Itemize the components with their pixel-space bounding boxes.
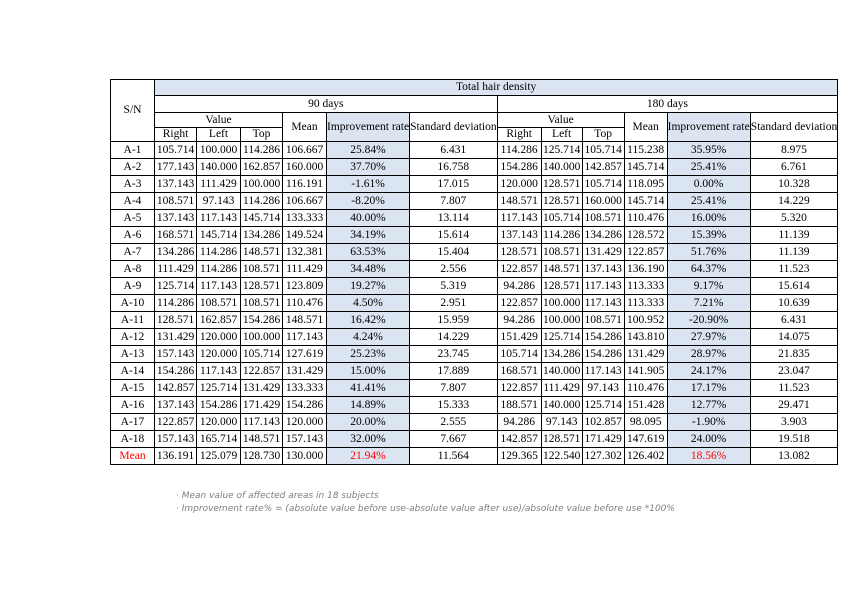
d180-mean-cell: 113.333: [624, 295, 667, 312]
sn-cell: A-15: [111, 380, 155, 397]
d180-mean-cell: 136.190: [624, 261, 667, 278]
d180-top-cell: 117.143: [582, 278, 624, 295]
table-row: [111, 346, 838, 363]
d90-mean-cell: 132.381: [283, 244, 327, 261]
d90-mean-cell: 149.524: [283, 227, 327, 244]
d180-improvement-rate-cell: 24.00%: [667, 431, 750, 448]
d180-std-dev-cell: 11.139: [750, 227, 838, 244]
footnotes: [176, 490, 675, 516]
table-body: [111, 142, 838, 465]
sn-cell: A-12: [111, 329, 155, 346]
table-row: [111, 210, 838, 227]
sn-cell: A-17: [111, 414, 155, 431]
d180-right-cell: 137.143: [497, 227, 541, 244]
d180-left-cell: 100.000: [541, 312, 582, 329]
d90-right-cell: 108.571: [155, 193, 197, 210]
d180-improvement-rate-cell: 18.56%: [667, 448, 750, 465]
d180-left-cell: 108.571: [541, 244, 582, 261]
d180-right-cell: 168.571: [497, 363, 541, 380]
d180-mean-cell: 110.476: [624, 210, 667, 227]
d180-mean-cell: 100.952: [624, 312, 667, 329]
d90-top-cell: 122.857: [241, 363, 283, 380]
d180-improvement-rate-cell: 25.41%: [667, 159, 750, 176]
d180-improvement-rate-cell: 25.41%: [667, 193, 750, 210]
d180-right-cell: 151.429: [497, 329, 541, 346]
d90-std-dev-cell: 23.745: [410, 346, 498, 363]
d180-top-cell: 154.286: [582, 329, 624, 346]
mean-header-90: Mean: [283, 113, 327, 142]
d90-top-cell: 148.571: [241, 244, 283, 261]
table-row: [111, 295, 838, 312]
d90-top-cell: 108.571: [241, 261, 283, 278]
d90-improvement-rate-cell: 4.24%: [327, 329, 410, 346]
d90-left-cell: 165.714: [197, 431, 241, 448]
d180-top-cell: 171.429: [582, 431, 624, 448]
d180-right-cell: 128.571: [497, 244, 541, 261]
d90-improvement-rate-cell: -1.61%: [327, 176, 410, 193]
d180-improvement-rate-cell: 0.00%: [667, 176, 750, 193]
d180-right-cell: 114.286: [497, 142, 541, 159]
d180-mean-cell: 145.714: [624, 193, 667, 210]
d180-std-dev-cell: 10.639: [750, 295, 838, 312]
d180-std-dev-cell: 14.075: [750, 329, 838, 346]
d180-left-cell: 134.286: [541, 346, 582, 363]
value-header-180: Value: [497, 113, 624, 128]
table-title: Total hair density: [155, 80, 838, 96]
sn-cell: Mean: [111, 448, 155, 465]
d180-top-cell: 142.857: [582, 159, 624, 176]
d90-std-dev-cell: 15.614: [410, 227, 498, 244]
sn-cell: A-13: [111, 346, 155, 363]
d90-left-cell: 97.143: [197, 193, 241, 210]
d90-left-cell: 100.000: [197, 142, 241, 159]
d180-improvement-rate-cell: 16.00%: [667, 210, 750, 227]
d90-improvement-rate-cell: 15.00%: [327, 363, 410, 380]
table-row: [111, 176, 838, 193]
d180-top-cell: 137.143: [582, 261, 624, 278]
d90-right-cell: 131.429: [155, 329, 197, 346]
d90-left-cell: 145.714: [197, 227, 241, 244]
d180-left-cell: 97.143: [541, 414, 582, 431]
d90-left-cell: 120.000: [197, 346, 241, 363]
d90-left-cell: 125.714: [197, 380, 241, 397]
table-row: [111, 227, 838, 244]
d90-right-cell: 154.286: [155, 363, 197, 380]
d180-left-cell: 100.000: [541, 295, 582, 312]
d90-std-dev-cell: 14.229: [410, 329, 498, 346]
sn-header: S/N: [111, 80, 155, 142]
d90-left-cell: 117.143: [197, 210, 241, 227]
d180-improvement-rate-cell: 28.97%: [667, 346, 750, 363]
d180-right-cell: 94.286: [497, 414, 541, 431]
sn-cell: A-10: [111, 295, 155, 312]
d180-left-cell: 111.429: [541, 380, 582, 397]
d180-right-cell: 105.714: [497, 346, 541, 363]
d180-improvement-rate-cell: -1.90%: [667, 414, 750, 431]
d180-std-dev-cell: 29.471: [750, 397, 838, 414]
d90-right-cell: 125.714: [155, 278, 197, 295]
d90-improvement-rate-cell: 25.23%: [327, 346, 410, 363]
d90-improvement-rate-cell: -8.20%: [327, 193, 410, 210]
d180-std-dev-cell: 11.139: [750, 244, 838, 261]
d180-right-cell: 129.365: [497, 448, 541, 465]
d90-mean-cell: 116.191: [283, 176, 327, 193]
d90-left-cell: 120.000: [197, 414, 241, 431]
d180-right-cell: 94.286: [497, 312, 541, 329]
d180-top-cell: 131.429: [582, 244, 624, 261]
d180-top-cell: 105.714: [582, 176, 624, 193]
d180-std-dev-cell: 3.903: [750, 414, 838, 431]
d90-left-cell: 162.857: [197, 312, 241, 329]
table-container: [110, 79, 838, 465]
d90-std-dev-cell: 7.807: [410, 380, 498, 397]
d90-std-dev-cell: 17.889: [410, 363, 498, 380]
d180-improvement-rate-cell: -20.90%: [667, 312, 750, 329]
d90-std-dev-cell: 15.333: [410, 397, 498, 414]
d180-left-cell: 128.571: [541, 431, 582, 448]
d90-right-cell: 136.191: [155, 448, 197, 465]
d180-mean-cell: 113.333: [624, 278, 667, 295]
d90-top-cell: 128.571: [241, 278, 283, 295]
d90-top-cell: 108.571: [241, 295, 283, 312]
d180-std-dev-cell: 6.431: [750, 312, 838, 329]
d90-mean-cell: 110.476: [283, 295, 327, 312]
period-180-header: 180 days: [497, 96, 838, 113]
sn-cell: A-16: [111, 397, 155, 414]
d90-mean-cell: 133.333: [283, 210, 327, 227]
d90-improvement-rate-cell: 41.41%: [327, 380, 410, 397]
sn-cell: A-11: [111, 312, 155, 329]
left-header-180: Left: [541, 128, 582, 142]
d180-mean-cell: 115.238: [624, 142, 667, 159]
d180-right-cell: 154.286: [497, 159, 541, 176]
d90-top-cell: 162.857: [241, 159, 283, 176]
d90-improvement-rate-cell: 37.70%: [327, 159, 410, 176]
d90-mean-cell: 130.000: [283, 448, 327, 465]
d90-improvement-rate-cell: 40.00%: [327, 210, 410, 227]
table-row: [111, 380, 838, 397]
d90-right-cell: 122.857: [155, 414, 197, 431]
d180-std-dev-cell: 10.328: [750, 176, 838, 193]
d90-mean-cell: 120.000: [283, 414, 327, 431]
sn-cell: A-3: [111, 176, 155, 193]
d180-left-cell: 140.000: [541, 397, 582, 414]
value-header-90: Value: [155, 113, 283, 128]
d180-mean-cell: 122.857: [624, 244, 667, 261]
d90-improvement-rate-cell: 16.42%: [327, 312, 410, 329]
d180-left-cell: 125.714: [541, 142, 582, 159]
d90-mean-cell: 154.286: [283, 397, 327, 414]
std-header-180: Standard deviation: [750, 113, 838, 142]
table-row: [111, 278, 838, 295]
d180-improvement-rate-cell: 51.76%: [667, 244, 750, 261]
right-header-180: Right: [497, 128, 541, 142]
d90-mean-cell: 106.667: [283, 142, 327, 159]
d90-improvement-rate-cell: 21.94%: [327, 448, 410, 465]
d180-top-cell: 102.857: [582, 414, 624, 431]
d90-left-cell: 154.286: [197, 397, 241, 414]
d180-top-cell: 125.714: [582, 397, 624, 414]
d90-top-cell: 131.429: [241, 380, 283, 397]
d90-top-cell: 145.714: [241, 210, 283, 227]
d90-left-cell: 114.286: [197, 261, 241, 278]
d180-std-dev-cell: 11.523: [750, 380, 838, 397]
d180-std-dev-cell: 21.835: [750, 346, 838, 363]
d180-top-cell: 117.143: [582, 295, 624, 312]
d90-right-cell: 168.571: [155, 227, 197, 244]
d180-std-dev-cell: 14.229: [750, 193, 838, 210]
d90-right-cell: 157.143: [155, 346, 197, 363]
d90-std-dev-cell: 15.959: [410, 312, 498, 329]
d180-mean-cell: 151.428: [624, 397, 667, 414]
d90-improvement-rate-cell: 32.00%: [327, 431, 410, 448]
d90-std-dev-cell: 16.758: [410, 159, 498, 176]
d180-mean-cell: 145.714: [624, 159, 667, 176]
hair-density-table: [110, 79, 838, 465]
d90-mean-cell: 111.429: [283, 261, 327, 278]
d90-mean-cell: 127.619: [283, 346, 327, 363]
std-header-90: Standard deviation: [410, 113, 498, 142]
d180-std-dev-cell: 23.047: [750, 363, 838, 380]
d90-top-cell: 171.429: [241, 397, 283, 414]
d90-left-cell: 117.143: [197, 278, 241, 295]
d180-improvement-rate-cell: 7.21%: [667, 295, 750, 312]
d90-right-cell: 105.714: [155, 142, 197, 159]
d180-right-cell: 94.286: [497, 278, 541, 295]
d180-left-cell: 128.571: [541, 193, 582, 210]
sn-cell: A-6: [111, 227, 155, 244]
d90-std-dev-cell: 17.015: [410, 176, 498, 193]
d180-left-cell: 128.571: [541, 176, 582, 193]
d180-left-cell: 125.714: [541, 329, 582, 346]
d90-top-cell: 128.730: [241, 448, 283, 465]
d90-right-cell: 177.143: [155, 159, 197, 176]
d180-mean-cell: 128.572: [624, 227, 667, 244]
table-row: [111, 159, 838, 176]
sn-cell: A-18: [111, 431, 155, 448]
d90-right-cell: 157.143: [155, 431, 197, 448]
d90-left-cell: 125.079: [197, 448, 241, 465]
d90-improvement-rate-cell: 14.89%: [327, 397, 410, 414]
d90-mean-cell: 133.333: [283, 380, 327, 397]
d90-improvement-rate-cell: 4.50%: [327, 295, 410, 312]
d90-right-cell: 137.143: [155, 397, 197, 414]
d180-right-cell: 120.000: [497, 176, 541, 193]
d180-top-cell: 108.571: [582, 312, 624, 329]
table-row: [111, 193, 838, 210]
table-row: [111, 329, 838, 346]
d180-top-cell: 160.000: [582, 193, 624, 210]
top-header-180: Top: [582, 128, 624, 142]
d180-top-cell: 105.714: [582, 142, 624, 159]
d90-std-dev-cell: 2.951: [410, 295, 498, 312]
table-row: [111, 414, 838, 431]
d90-mean-cell: 157.143: [283, 431, 327, 448]
d90-mean-cell: 123.809: [283, 278, 327, 295]
table-row: [111, 244, 838, 261]
d90-left-cell: 117.143: [197, 363, 241, 380]
d90-improvement-rate-cell: 20.00%: [327, 414, 410, 431]
d180-improvement-rate-cell: 24.17%: [667, 363, 750, 380]
table-row: [111, 431, 838, 448]
d90-right-cell: 137.143: [155, 176, 197, 193]
d90-left-cell: 111.429: [197, 176, 241, 193]
d90-improvement-rate-cell: 34.19%: [327, 227, 410, 244]
sn-cell: A-8: [111, 261, 155, 278]
footnote-mean: · Mean value of affected areas in 18 subjects: [176, 491, 379, 501]
d90-right-cell: 114.286: [155, 295, 197, 312]
table-row: [111, 363, 838, 380]
d180-mean-cell: 147.619: [624, 431, 667, 448]
d90-std-dev-cell: 11.564: [410, 448, 498, 465]
d90-top-cell: 114.286: [241, 193, 283, 210]
d180-right-cell: 117.143: [497, 210, 541, 227]
sn-cell: A-2: [111, 159, 155, 176]
d180-improvement-rate-cell: 9.17%: [667, 278, 750, 295]
d180-top-cell: 134.286: [582, 227, 624, 244]
d180-improvement-rate-cell: 17.17%: [667, 380, 750, 397]
d90-std-dev-cell: 2.555: [410, 414, 498, 431]
table-row: [111, 261, 838, 278]
sn-cell: A-1: [111, 142, 155, 159]
mean-header-180: Mean: [624, 113, 667, 142]
d90-std-dev-cell: 2.556: [410, 261, 498, 278]
d90-mean-cell: 106.667: [283, 193, 327, 210]
footnote-improvement-rate: · Improvement rate% = (absolute value before use-absolute value after use)/absolute value before use *100%: [176, 504, 675, 514]
sn-cell: A-14: [111, 363, 155, 380]
d90-improvement-rate-cell: 63.53%: [327, 244, 410, 261]
sn-cell: A-7: [111, 244, 155, 261]
d180-improvement-rate-cell: 27.97%: [667, 329, 750, 346]
d180-std-dev-cell: 13.082: [750, 448, 838, 465]
d90-mean-cell: 160.000: [283, 159, 327, 176]
d180-std-dev-cell: 11.523: [750, 261, 838, 278]
d90-mean-cell: 117.143: [283, 329, 327, 346]
mean-row: [111, 448, 838, 465]
improvement-header-180: Improvement rate: [667, 113, 750, 142]
d180-improvement-rate-cell: 12.77%: [667, 397, 750, 414]
d180-mean-cell: 126.402: [624, 448, 667, 465]
table-row: [111, 397, 838, 414]
d90-right-cell: 137.143: [155, 210, 197, 227]
d180-improvement-rate-cell: 35.95%: [667, 142, 750, 159]
d180-left-cell: 148.571: [541, 261, 582, 278]
d90-mean-cell: 131.429: [283, 363, 327, 380]
d180-mean-cell: 118.095: [624, 176, 667, 193]
d180-left-cell: 114.286: [541, 227, 582, 244]
d180-mean-cell: 131.429: [624, 346, 667, 363]
d90-std-dev-cell: 6.431: [410, 142, 498, 159]
d180-mean-cell: 110.476: [624, 380, 667, 397]
d180-std-dev-cell: 6.761: [750, 159, 838, 176]
d90-top-cell: 154.286: [241, 312, 283, 329]
d180-right-cell: 122.857: [497, 295, 541, 312]
top-header-90: Top: [241, 128, 283, 142]
d90-left-cell: 108.571: [197, 295, 241, 312]
d180-mean-cell: 141.905: [624, 363, 667, 380]
d90-top-cell: 105.714: [241, 346, 283, 363]
d180-mean-cell: 98.095: [624, 414, 667, 431]
d90-std-dev-cell: 13.114: [410, 210, 498, 227]
d180-top-cell: 117.143: [582, 363, 624, 380]
d180-left-cell: 128.571: [541, 278, 582, 295]
d90-top-cell: 100.000: [241, 329, 283, 346]
d90-left-cell: 120.000: [197, 329, 241, 346]
d90-top-cell: 148.571: [241, 431, 283, 448]
sn-cell: A-4: [111, 193, 155, 210]
table-row: [111, 312, 838, 329]
d90-right-cell: 128.571: [155, 312, 197, 329]
d90-left-cell: 140.000: [197, 159, 241, 176]
right-header-90: Right: [155, 128, 197, 142]
d180-right-cell: 142.857: [497, 431, 541, 448]
d180-std-dev-cell: 8.975: [750, 142, 838, 159]
d180-mean-cell: 143.810: [624, 329, 667, 346]
d90-std-dev-cell: 15.404: [410, 244, 498, 261]
period-90-header: 90 days: [155, 96, 498, 113]
d180-right-cell: 188.571: [497, 397, 541, 414]
d90-right-cell: 142.857: [155, 380, 197, 397]
sn-cell: A-5: [111, 210, 155, 227]
d180-top-cell: 108.571: [582, 210, 624, 227]
d180-right-cell: 122.857: [497, 380, 541, 397]
d180-top-cell: 154.286: [582, 346, 624, 363]
d90-std-dev-cell: 5.319: [410, 278, 498, 295]
d90-top-cell: 117.143: [241, 414, 283, 431]
d180-top-cell: 97.143: [582, 380, 624, 397]
d90-std-dev-cell: 7.667: [410, 431, 498, 448]
d90-right-cell: 134.286: [155, 244, 197, 261]
d90-improvement-rate-cell: 34.48%: [327, 261, 410, 278]
improvement-header-90: Improvement rate: [327, 113, 410, 142]
d180-std-dev-cell: 15.614: [750, 278, 838, 295]
d180-left-cell: 105.714: [541, 210, 582, 227]
left-header-90: Left: [197, 128, 241, 142]
d90-top-cell: 114.286: [241, 142, 283, 159]
d180-left-cell: 122.540: [541, 448, 582, 465]
d180-std-dev-cell: 5.320: [750, 210, 838, 227]
d90-top-cell: 100.000: [241, 176, 283, 193]
d90-improvement-rate-cell: 25.84%: [327, 142, 410, 159]
d180-improvement-rate-cell: 64.37%: [667, 261, 750, 278]
d90-right-cell: 111.429: [155, 261, 197, 278]
d180-right-cell: 148.571: [497, 193, 541, 210]
d180-left-cell: 140.000: [541, 363, 582, 380]
sn-cell: A-9: [111, 278, 155, 295]
table-row: [111, 142, 838, 159]
d90-improvement-rate-cell: 19.27%: [327, 278, 410, 295]
d90-left-cell: 114.286: [197, 244, 241, 261]
d180-right-cell: 122.857: [497, 261, 541, 278]
d180-improvement-rate-cell: 15.39%: [667, 227, 750, 244]
d90-std-dev-cell: 7.807: [410, 193, 498, 210]
d180-top-cell: 127.302: [582, 448, 624, 465]
d180-left-cell: 140.000: [541, 159, 582, 176]
d90-top-cell: 134.286: [241, 227, 283, 244]
d90-mean-cell: 148.571: [283, 312, 327, 329]
d180-std-dev-cell: 19.518: [750, 431, 838, 448]
